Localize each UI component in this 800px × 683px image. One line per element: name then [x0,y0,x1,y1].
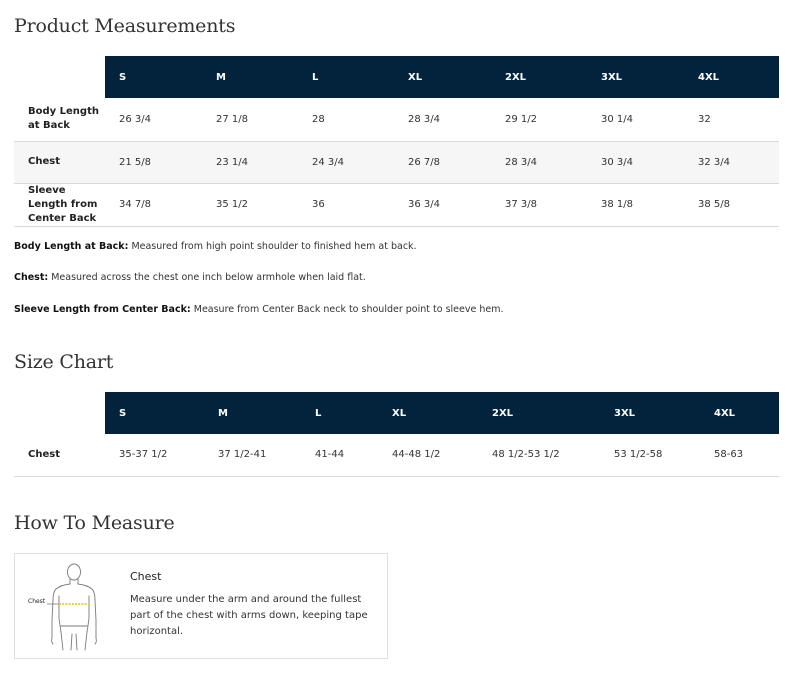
table-cell: 28 3/4 [394,98,491,141]
card-description: Measure under the arm and around the fullest part of the chest with arms down, keeping tape horizontal. [130,594,368,637]
size-header: 2XL [505,71,527,83]
size-header: XL [408,71,423,83]
note-term: Chest: [14,272,49,283]
size-header: M [216,71,226,83]
table-corner-cell [14,56,105,98]
table-row [14,434,779,476]
table-cell: 28 3/4 [491,141,587,183]
table-cell: 32 3/4 [684,141,779,183]
table-cell: 30 3/4 [587,141,684,183]
size-header: XL [392,407,407,419]
table-cell: 26 3/4 [105,98,202,141]
size-header: L [315,407,322,419]
row-label: Chest [14,434,105,476]
row-label: Chest [14,141,105,183]
note-term: Body Length at Back: [14,241,129,252]
note-text: Measure from Center Back neck to shoulder point to sleeve hem. [193,304,504,315]
note-chest [14,272,366,283]
note-sleeve-length [14,304,503,315]
size-header: S [119,71,127,83]
table-cell: 58-63 [700,434,779,476]
card-title: Chest [130,570,162,583]
size-chart-table [14,392,779,477]
row-label: Body Length at Back [14,98,105,141]
table-cell: 37 3/8 [491,183,587,226]
figure-label: Chest [28,598,46,605]
table-row [14,98,779,141]
table-cell: 41-44 [301,434,378,476]
table-header-row [14,56,779,98]
table-cell: 27 1/8 [202,98,298,141]
table-cell: 28 [298,98,394,141]
product-measurements-heading: Product Measurements [14,15,236,37]
size-header: 4XL [698,71,720,83]
how-to-measure-heading: How To Measure [14,512,175,534]
note-text: Measured across the chest one inch below armhole when laid flat. [51,272,366,283]
size-header: 2XL [492,407,514,419]
table-cell: 24 3/4 [298,141,394,183]
table-row [14,141,779,183]
size-header: M [218,407,228,419]
table-header-row [14,392,779,434]
note-term: Sleeve Length from Center Back: [14,304,191,315]
table-cell: 34 7/8 [105,183,202,226]
note-body-length [14,241,417,252]
table-cell: 26 7/8 [394,141,491,183]
table-corner-cell [14,392,105,434]
note-text: Measured from high point shoulder to finished hem at back. [131,241,417,252]
size-header: 3XL [601,71,623,83]
size-chart-heading: Size Chart [14,351,114,373]
table-cell: 48 1/2-53 1/2 [478,434,600,476]
size-header: L [312,71,319,83]
row-label: Sleeve Length from Center Back [14,183,105,226]
table-row [14,183,779,226]
table-cell: 21 5/8 [105,141,202,183]
table-cell: 30 1/4 [587,98,684,141]
size-header: 4XL [714,407,736,419]
table-cell: 38 5/8 [684,183,779,226]
table-cell: 36 [298,183,394,226]
table-cell: 35-37 1/2 [105,434,204,476]
measure-card [14,553,388,659]
product-measurements-table [14,56,779,227]
table-cell: 53 1/2-58 [600,434,700,476]
table-cell: 29 1/2 [491,98,587,141]
table-cell: 38 1/8 [587,183,684,226]
table-cell: 37 1/2-41 [204,434,301,476]
table-cell: 32 [684,98,779,141]
table-cell: 23 1/4 [202,141,298,183]
size-header: S [119,407,127,419]
table-cell: 35 1/2 [202,183,298,226]
table-cell: 44-48 1/2 [378,434,478,476]
body-figure-icon [25,560,115,654]
table-cell: 36 3/4 [394,183,491,226]
size-header: 3XL [614,407,636,419]
